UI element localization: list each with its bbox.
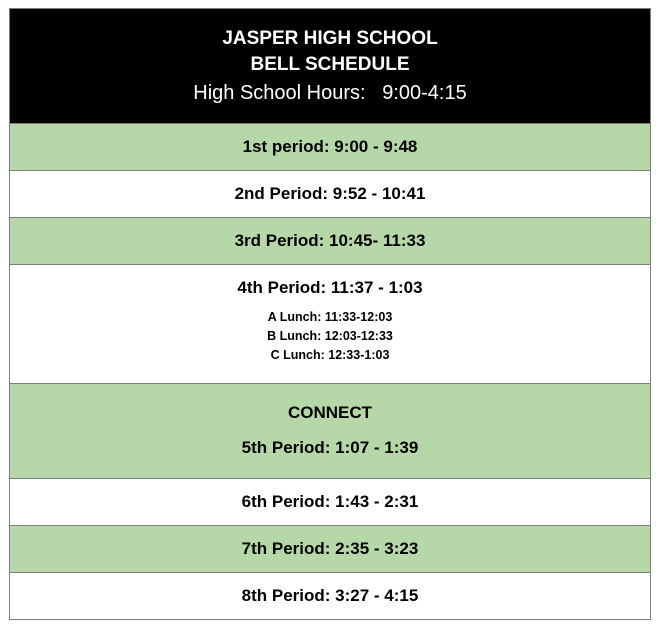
period-row-8 (10, 572, 650, 619)
period-label: 2nd Period: 9:52 - 10:41 (234, 184, 426, 203)
lunch-b: B Lunch: 12:03-12:33 (267, 329, 393, 343)
period-row-6 (10, 478, 650, 525)
period-row-4 (10, 264, 650, 383)
period-row-7 (10, 525, 650, 572)
bell-schedule-table (9, 8, 651, 620)
period-label: 4th Period: 11:37 - 1:03 (237, 278, 423, 297)
period-label: 6th Period: 1:43 - 2:31 (241, 492, 419, 511)
lunch-c: C Lunch: 12:33-1:03 (270, 348, 390, 362)
period-row-3 (10, 217, 650, 264)
lunch-a: A Lunch: 11:33-12:03 (267, 310, 393, 324)
period-label: 7th Period: 2:35 - 3:23 (241, 539, 419, 558)
period-label: 8th Period: 3:27 - 4:15 (241, 586, 419, 605)
school-hours: High School Hours: 9:00-4:15 (193, 82, 467, 104)
school-name: JASPER HIGH SCHOOL (222, 28, 438, 49)
connect-label: CONNECT (287, 402, 373, 422)
period-row-1 (10, 123, 650, 170)
period-row-5 (10, 383, 650, 478)
period-label: 3rd Period: 10:45- 11:33 (234, 231, 426, 250)
schedule-header (10, 9, 650, 123)
schedule-title: BELL SCHEDULE (250, 54, 410, 75)
period-label: 1st period: 9:00 - 9:48 (242, 137, 418, 156)
period-label: 5th Period: 1:07 - 1:39 (241, 437, 419, 457)
period-row-2 (10, 170, 650, 217)
